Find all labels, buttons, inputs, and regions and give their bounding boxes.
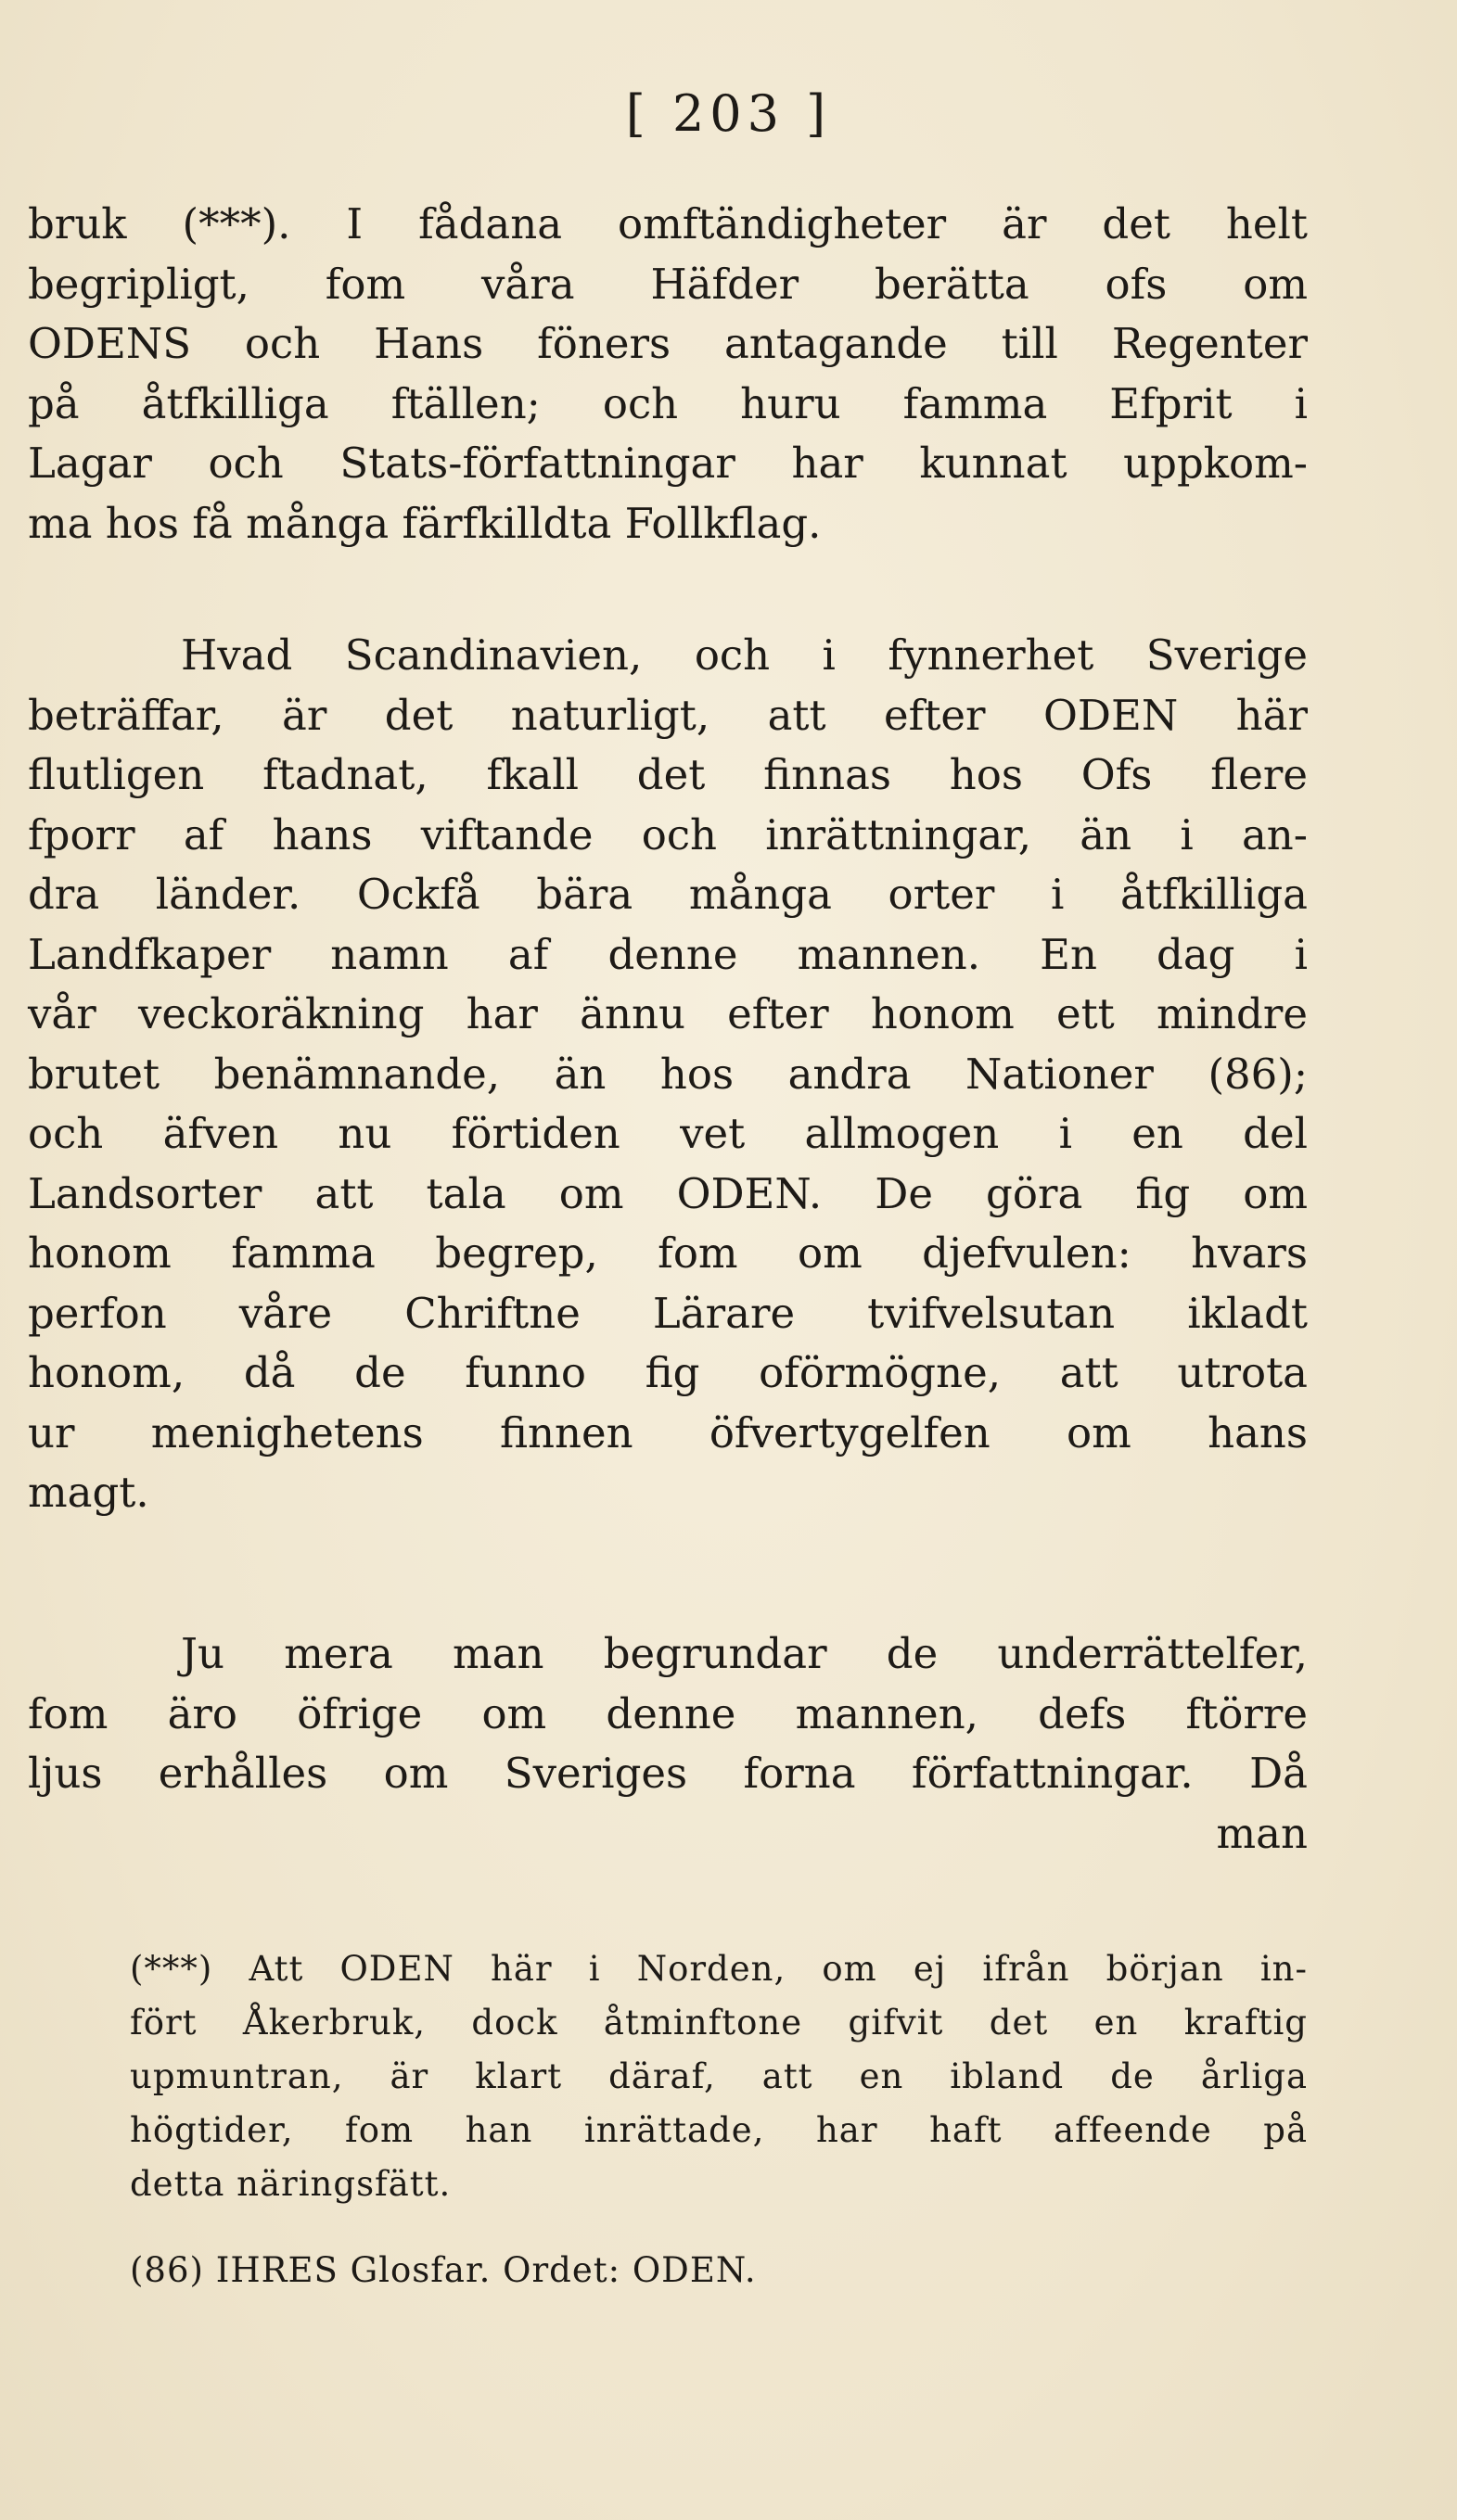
text-line: Hvad Scandinavien, och i fynnerhet Sverige [181,630,1308,680]
text-line: perfon våre Chriftne Lärare tvifvelsutan ikladt [28,1288,1308,1338]
text-line: Landfkaper namn af denne mannen. En dag i [28,929,1308,979]
footnote-line: detta näringsfätt. [130,2164,452,2204]
paragraph-1 [28,195,1308,554]
text-line: brutet benämnande, än hos andra Nationer (86); [28,1049,1308,1099]
text-line: fporr af hans viftande och inrättningar, än i an- [28,809,1308,859]
paragraph-3 [28,1624,1308,1864]
text-line: fom äro öfrige om denne mannen, defs ftörre [28,1688,1308,1738]
text-line: beträffar, är det naturligt, att efter ODEN här [28,690,1308,740]
text-line: ur menighetens finnen öfvertygelfen om hans [28,1407,1308,1457]
footnote-86 [37,2244,1308,2297]
text-line: vår veckoräkning har ännu efter honom ett mindre [28,989,1308,1038]
footnote-asterisks [37,1942,1308,2211]
text-line: ODENS och Hans föners antagande till Regenter [28,319,1308,368]
catchword: man [1216,1808,1308,1858]
text-line: och äfven nu förtiden vet allmogen i en del [28,1109,1308,1158]
footnote-line: (86) IHRES Glosfar. Ordet: ODEN. [130,2250,757,2290]
footnote-line: högtider, fom han inrättade, har haft affeende på [130,2110,1308,2150]
footnote-line: fört Åkerbruk, dock åtminftone gifvit det en kraftig [130,2003,1308,2043]
text-line: dra länder. Ockfå bära många orter i åtfkilliga [28,870,1308,919]
text-line: bruk (***). I fådana omftändigheter är det helt [28,199,1308,248]
footnote-line: upmuntran, är klart däraf, att en ibland de årliga [130,2056,1308,2096]
text-line: honom, då de funno fig oförmögne, att utrota [28,1348,1308,1397]
text-line: honom famma begrep, fom om djefvulen: hvars [28,1228,1308,1278]
paragraph-2 [28,626,1308,1523]
footnote-line: (***) Att ODEN här i Norden, om ej ifrån början in- [130,1949,1308,1989]
page-number: [ 203 ] [625,84,832,143]
text-line: Lagar och Stats-författningar har kunnat uppkom- [28,439,1308,488]
text-line: flutligen ftadnat, fkall det finnas hos Ofs flere [28,750,1308,799]
text-line: begripligt, fom våra Häfder berätta ofs om [28,259,1308,309]
text-line: Ju mera man begrundar de underrättelfer, [181,1629,1308,1678]
text-line: på åtfkilliga ftällen; och huru famma Efprit i [28,378,1308,428]
text-line: magt. [28,1468,149,1517]
text-line: ljus erhålles om Sveriges forna författningar. Då [28,1749,1308,1798]
text-line: Landsorter att tala om ODEN. De göra fig om [28,1168,1308,1218]
text-line: ma hos få många färfkilldta Follkflag. [28,498,822,548]
